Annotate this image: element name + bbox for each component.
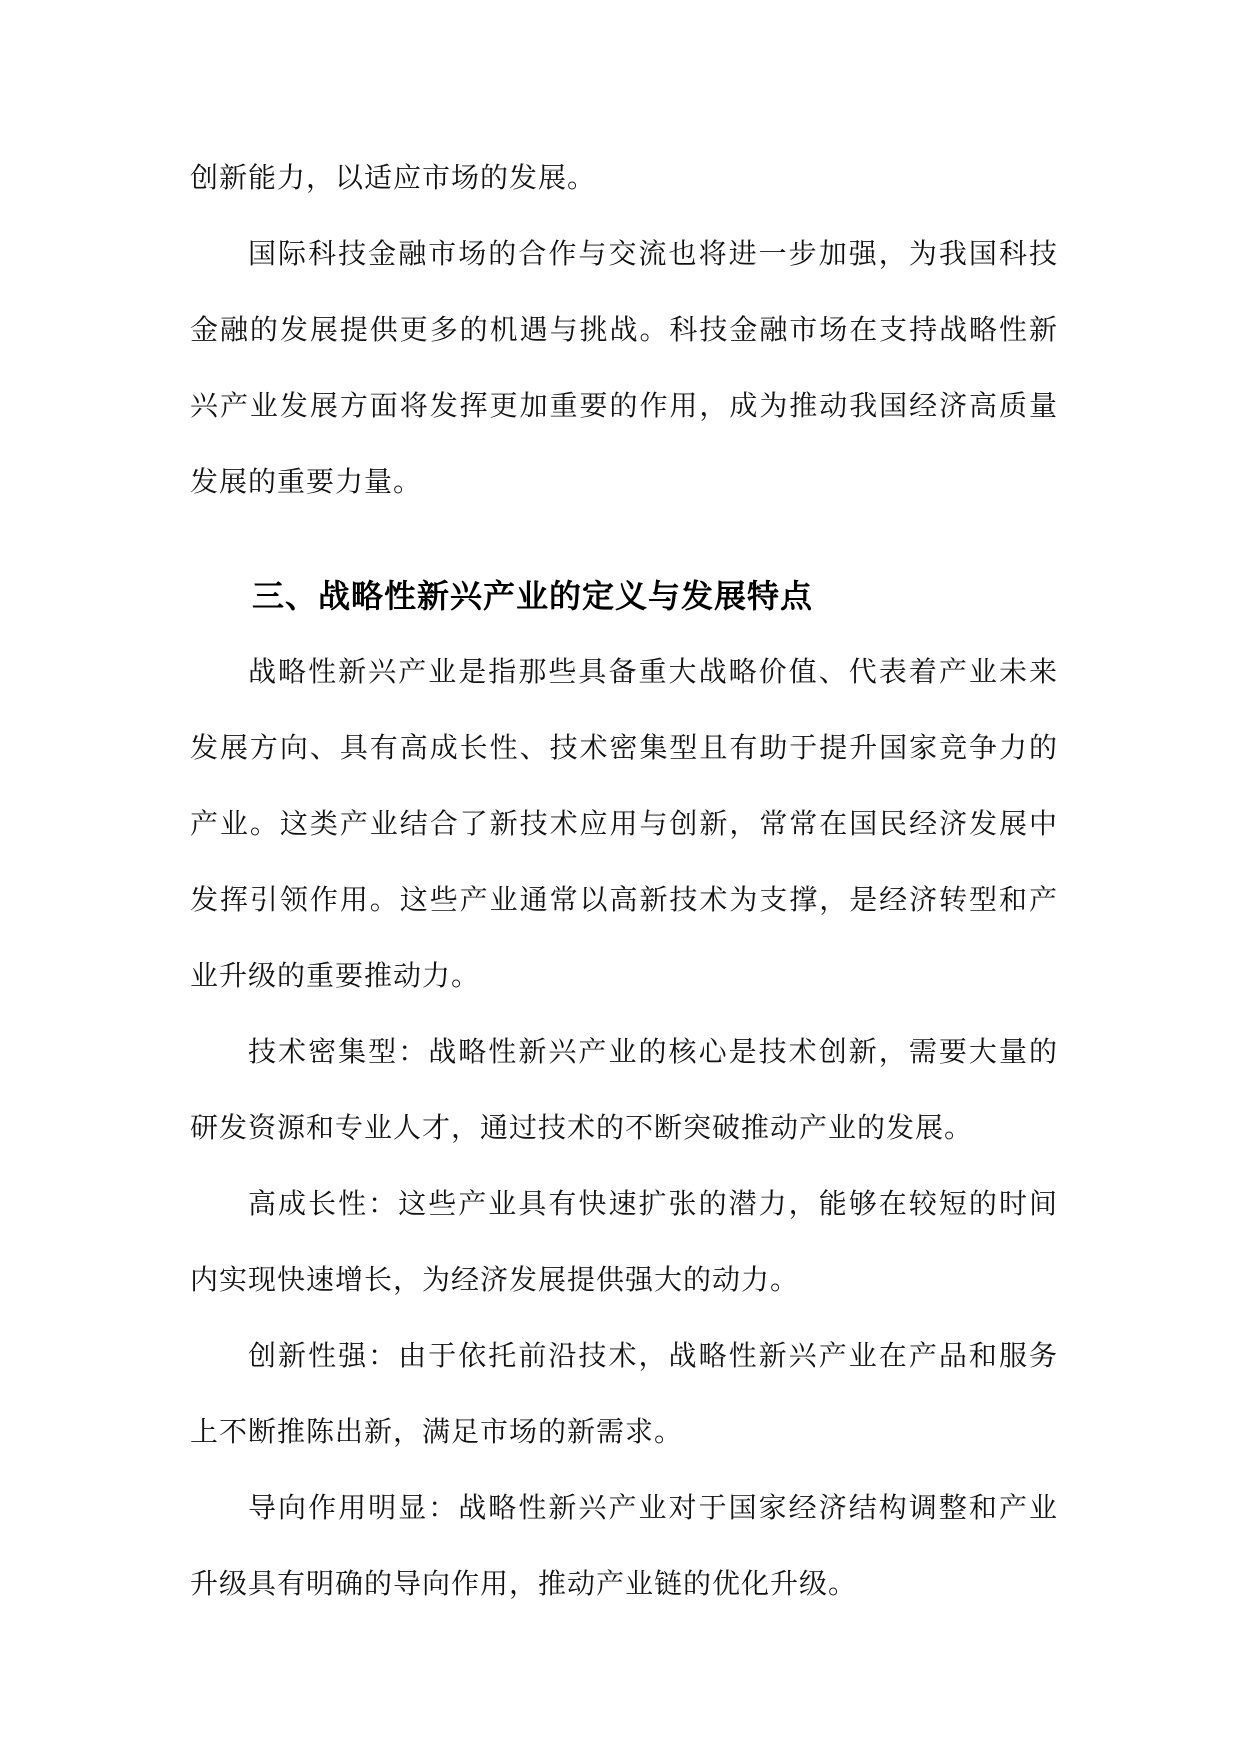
paragraph-technology-intensive: 技术密集型：战略性新兴产业的核心是技术创新，需要大量的研发资源和专业人才，通过技术的不断突破推动产业的发展。 — [190, 1035, 1058, 1144]
section-spacer — [190, 520, 1058, 558]
paragraph-definition: 战略性新兴产业是指那些具备重大战略价值、代表着产业未来发展方向、具有高成长性、技术密集型且有助于提升国家竞争力的产业。这类产业结合了新技术应用与创新，常常在国民经济发展中发挥引领作用。这些产业通常以高新技术为支撑，是经济转型和产业升级的重要推动力。 — [190, 655, 1058, 992]
document-body — [190, 140, 1058, 1622]
section-heading: 三、战略性新兴产业的定义与发展特点 — [252, 577, 814, 615]
paragraph-international-cooperation: 国际科技金融市场的合作与交流也将进一步加强，为我国科技金融的发展提供更多的机遇与挑战。科技金融市场在支持战略性新兴产业发展方面将发挥更加重要的作用，成为推动我国经济高质量发展的重要力量。 — [190, 237, 1058, 498]
paragraph-high-growth: 高成长性：这些产业具有快速扩张的潜力，能够在较短的时间内实现快速增长，为经济发展提供强大的动力。 — [190, 1187, 1058, 1296]
paragraph-continuation: 创新能力，以适应市场的发展。 — [190, 161, 597, 194]
paragraph-strong-innovation: 创新性强：由于依托前沿技术，战略性新兴产业在产品和服务上不断推陈出新，满足市场的新需求。 — [190, 1339, 1058, 1448]
paragraph-guiding-role: 导向作用明显：战略性新兴产业对于国家经济结构调整和产业升级具有明确的导向作用，推动产业链的优化升级。 — [190, 1491, 1058, 1600]
